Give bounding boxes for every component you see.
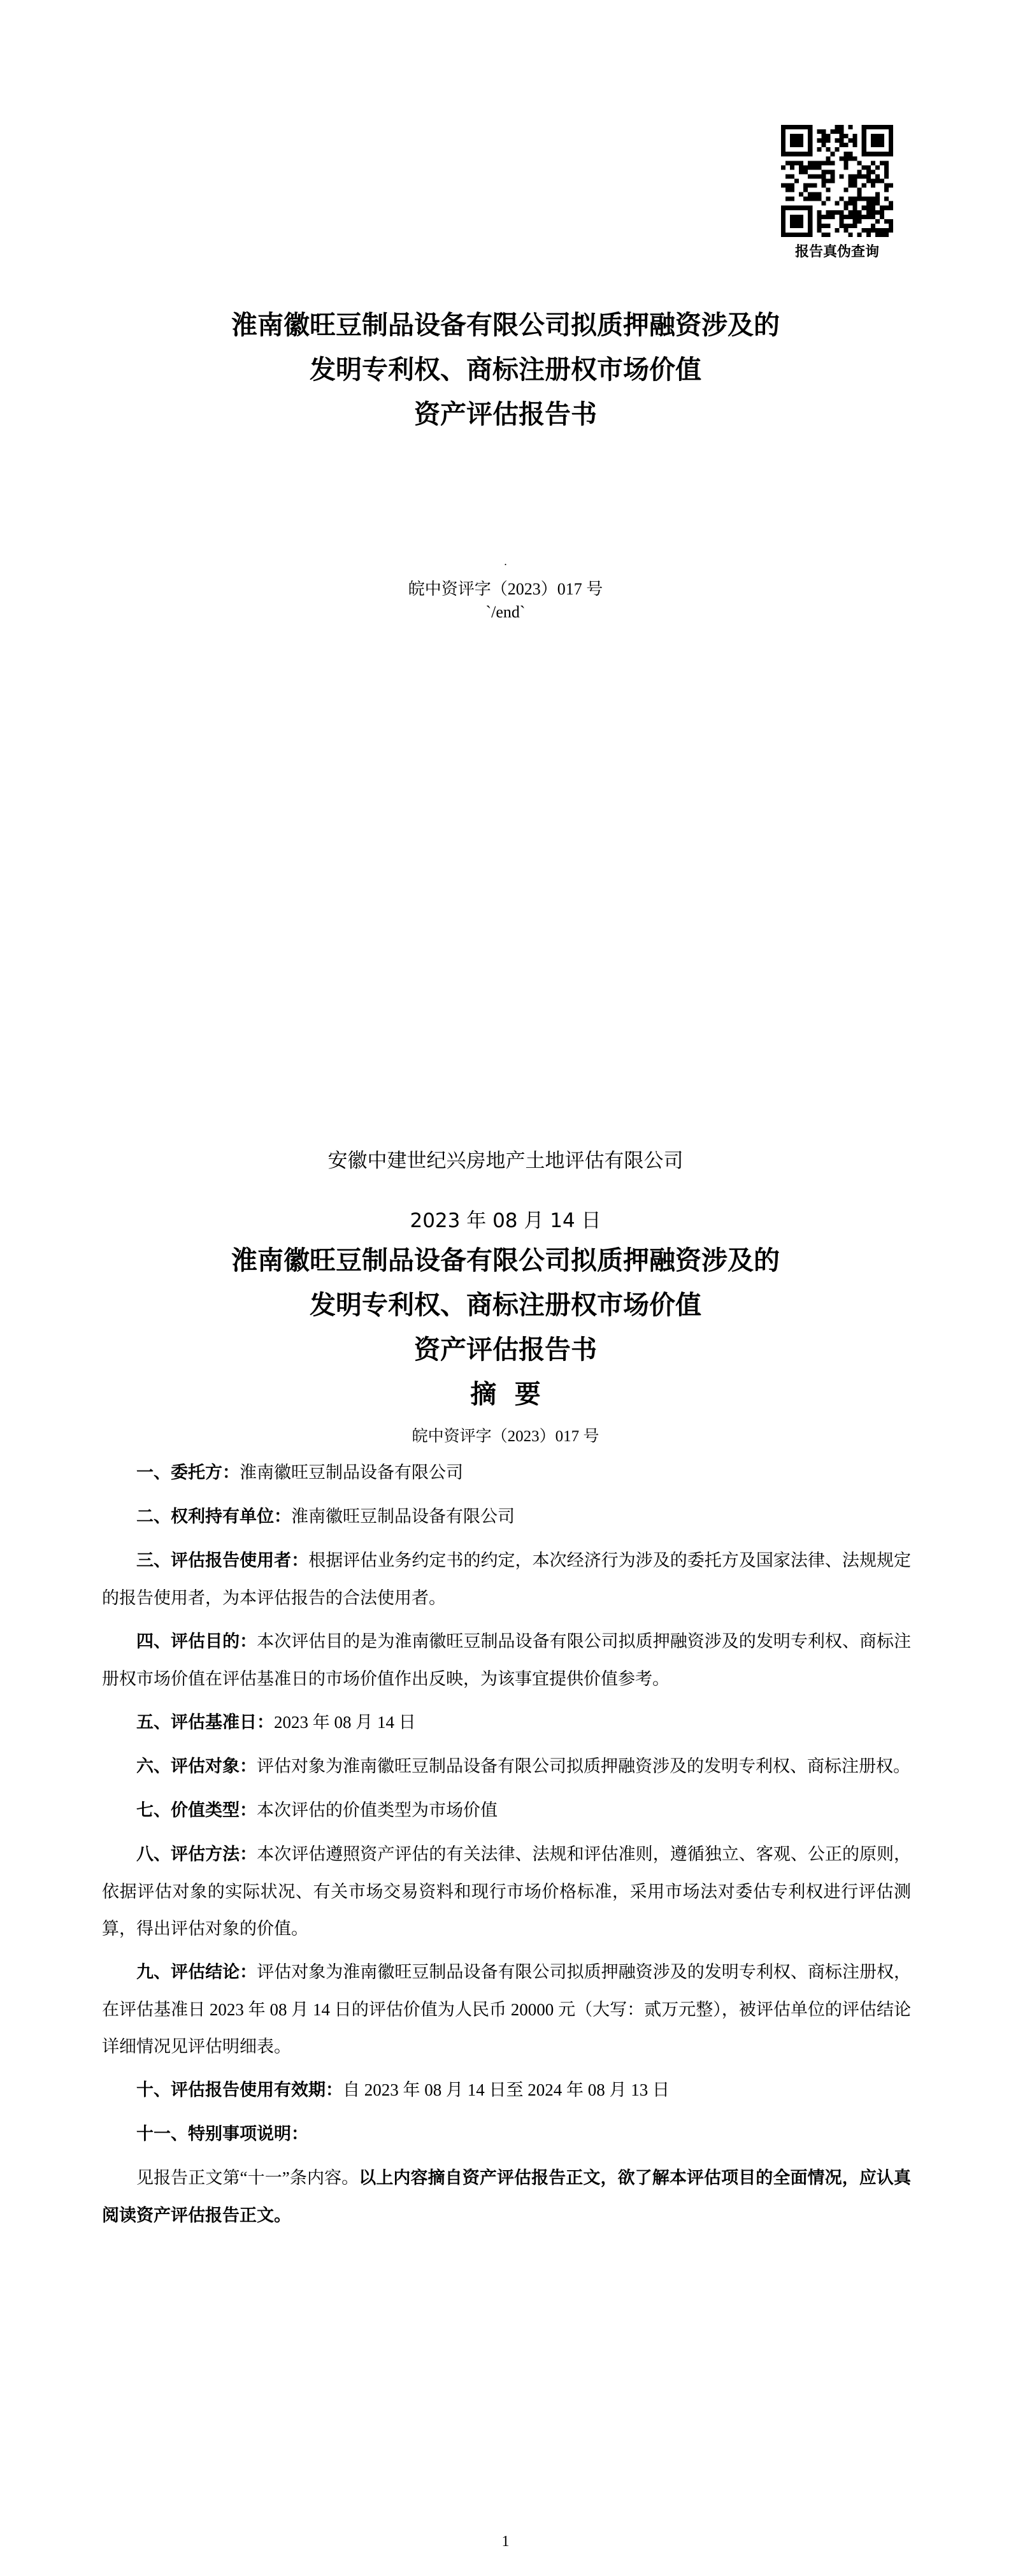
summary-title-line-1: 淮南徽旺豆制品设备有限公司拟质押融资涉及的 (231, 1245, 780, 1276)
cover-title-line-2: 发明专利权、商标注册权市场价值 (310, 354, 701, 385)
item-purpose: 四、评估目的：本次评估目的是为淮南徽旺豆制品设备有限公司拟质押融资涉及的发明专利权、商标注册权市场价值在评估基准日的市场价值作出反映，为该事宜提供价值参考。 (102, 1632, 912, 1688)
item-method: 八、评估方法：本次评估遵照资产评估的有关法律、法规和评估准则，遵循独立、客观、公正的原则，依据评估对象的实际状况、有关市场交易资料和现行市场价格标准，采用市场法对委估专利权进行评估测算，得出评估对象的价值。 (102, 1845, 912, 1938)
cover-title-line-3: 资产评估报告书 (414, 399, 597, 429)
item-report-users: 三、评估报告使用者：根据评估业务约定书的约定，本次经济行为涉及的委托方及国家法律、法规规定的报告使用者，为本评估报告的合法使用者。 (102, 1551, 912, 1608)
item-value-type: 七、价值类型：本次评估的价值类型为市场价值 (136, 1801, 498, 1820)
item-conclusion: 九、评估结论：评估对象为淮南徽旺豆制品设备有限公司拟质押融资涉及的发明专利权、商标注册权，在评估基准日 2023 年 08 月 14 日的评估价值为人民币 20000 元（大写：贰万元整），被评估单位的评估结论详细情况见评估明细表。 (102, 1962, 912, 2056)
item-client: 一、委托方：淮南徽旺豆制品设备有限公司 (136, 1463, 463, 1483)
cover-dot: · (503, 558, 508, 571)
summary-report-number: 皖中资评字（2023）017 号 (412, 1428, 599, 1445)
page-number: 1 (501, 2533, 510, 2550)
qr-caption: 报告真伪查询 (794, 244, 879, 260)
summary-title-line-3: 资产评估报告书 (414, 1334, 597, 1365)
cover-title-line-1: 淮南徽旺豆制品设备有限公司拟质押融资涉及的 (231, 310, 780, 340)
cover-company: 安徽中建世纪兴房地产土地评估有限公司 (327, 1149, 684, 1172)
summary-closing: 见报告正文第“十一”条内容。以上内容摘自资产评估报告正文，欲了解本评估项目的全面情况，应认真阅读资产评估报告正文。 (102, 2168, 912, 2226)
item-object: 六、评估对象：评估对象为淮南徽旺豆制品设备有限公司拟质押融资涉及的发明专利权、商标注册权。 (136, 1757, 910, 1776)
cover-report-number: 皖中资评字（2023）017 号 (408, 580, 603, 598)
cover-date: 2023 年 08 月 14 日 (410, 1209, 601, 1232)
item-rights-holder: 二、权利持有单位：淮南徽旺豆制品设备有限公司 (136, 1507, 515, 1527)
qr-code (781, 125, 893, 237)
cover-end-mark: `/end` (485, 603, 526, 621)
summary-body (102, 1454, 911, 2241)
summary-title-line-2: 发明专利权、商标注册权市场价值 (310, 1290, 701, 1320)
summary-heading: 摘 要 (470, 1379, 541, 1409)
item-special-matters: 十一、特别事项说明： (136, 2124, 308, 2144)
item-validity: 十、评估报告使用有效期：自 2023 年 08 月 14 日至 2024 年 08 月 13 日 (136, 2080, 670, 2100)
item-base-date: 五、评估基准日：2023 年 08 月 14 日 (136, 1713, 416, 1732)
